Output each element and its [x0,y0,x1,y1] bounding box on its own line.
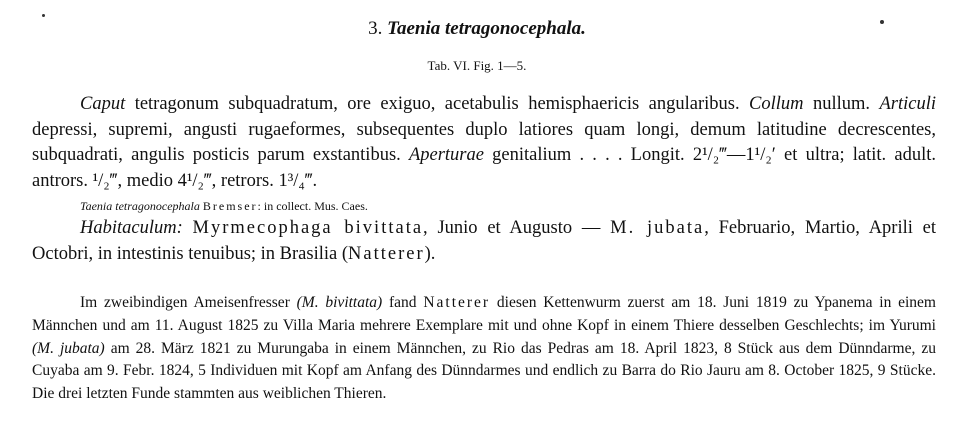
section-heading [0,18,954,40]
habitat-paragraph [32,216,936,267]
aperturae-term: Aperturae [408,145,484,165]
synonym-text: : in collect. Mus. Caes. [257,199,368,213]
collum-text: nullum. [803,94,880,114]
synonym-name: Taenia tetragonocephala [80,199,200,213]
articuli-text: depressi, supremi, angusti rugaeformes, subsequentes duplo latiores quam longi, demum latitudine decrescentes, subquadrati, angulis posticis parum exstantibus. [32,119,936,165]
german-text-2: fand [382,294,424,311]
synonym-line [80,198,936,214]
section-number: 3. [368,18,383,39]
habitat-collector: Natterer [348,243,425,264]
german-text-3: diesen Kettenwurm zuerst am 18. Juni 1819 zu Ypanema in einem Männchen und am 11. August 1825 zu Villa Maria mehrere Exemplare mit und ohne Kopf in einem Thiere desselben Geschlechts; im Yurumi [32,294,936,334]
diagnosis-paragraph [32,92,936,194]
collum-term: Collum [749,94,804,114]
german-text-4: am 28. März 1821 zu Murungaba in einem Männchen, zu Rio das Pedras am 18. April 1823, 8 Stück aus dem Dünndarme, zu Cuyaba am 9. Febr. 1824, 5 Individuen mit Kopf am Anfang des Dünndarmes und endlich zu Barra do Rio Jauru am 8. October 1825, 9 Stücke. Die drei letzten Funde stammten aus weiblichen Thieren. [32,339,936,403]
caput-text: tetragonum subquadratum, ore exiguo, acetabulis hemisphaericis angularibus. [125,94,750,114]
habitat-text-1: , Junio et Augusto — [423,218,611,238]
habitat-term: Habitaculum: [80,218,183,238]
species-ref-2: (M. jubata) [32,339,105,357]
ink-speck [880,20,884,24]
german-paragraph [32,292,936,406]
species-ref-1: (M. bivittata) [296,294,383,311]
host-2: M. jubata [610,218,705,238]
aperturae-text: genitalium . . . . Longit. 2¹/₂‴—1¹/₂′ et ultra; latit. adult. antrors. ¹/₂‴, medio 4¹/₂‴, retrors. 1³/₄‴. [32,145,936,191]
german-text-1: Im zweibindigen Ameisenfresser [80,294,297,311]
plate-reference: Tab. VI. Fig. 1—5. [427,58,527,73]
latin-description-block [32,92,936,267]
species-title: Taenia tetragonocephala. [387,18,586,39]
habitat-text-3: ). [424,243,436,264]
articuli-term: Articuli [879,94,937,114]
caput-term: Caput [80,94,126,114]
german-collector: Natterer [423,294,491,311]
habitat-text-2: , Februario, Martio, Aprili et Octobri, in intestinis tenuibus; in Brasilia ( [32,218,937,264]
host-1: Myrmecophaga bivittata [192,218,424,238]
synonym-author: Bremser [202,199,258,213]
ink-speck [42,14,45,17]
